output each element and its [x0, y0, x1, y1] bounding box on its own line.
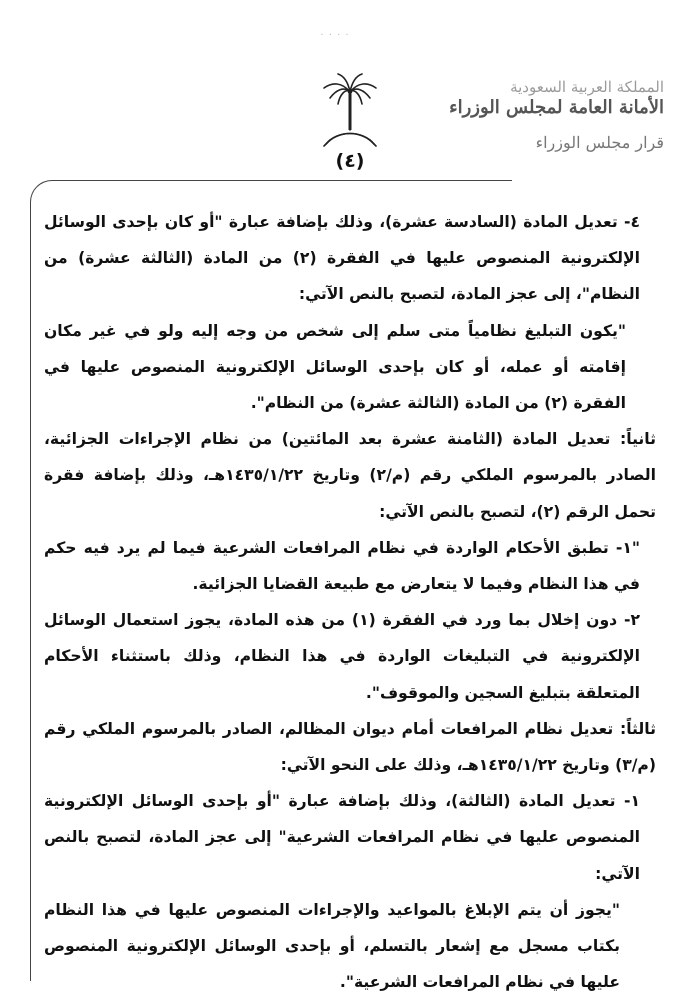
paragraph-clause-1: "١- تطبق الأحكام الواردة في نظام المرافعات الشرعية فيما لم يرد فيه حكم في هذا النظام وفيما لا يتعارض مع طبيعة القضايا الجزائية.: [44, 538, 640, 594]
palm-swords-emblem-icon: [318, 70, 382, 152]
document-body: [44, 204, 656, 1000]
paragraph-quote-3: "يجوز أن يتم الإبلاغ بالمواعيد والإجراءات المنصوص عليها في هذا النظام بكتاب مسجل مع إشعار بالتسلم، أو بإحدى الوسائل الإلكترونية المنصوص عليها في نظام المرافعات الشرعية".: [44, 900, 620, 992]
paragraph-quote-16: "يكون التبليغ نظامياً متى سلم إلى شخص من وجه إليه ولو في غير مكان إقامته أو عمله، أو كان بإحدى الوسائل الإلكترونية المنصوص عليها في الفقرة (٢) من المادة (الثالثة عشرة) من النظام".: [44, 321, 626, 413]
paragraph-clause-2: ٢- دون إخلال بما ورد في الفقرة (١) من هذه المادة، يجوز استعمال الوسائل الإلكترونية في التبليغات الواردة في هذا النظام، وذلك باستثناء الأحكام المتعلقة بتبليغ السجين والموقوف".: [44, 611, 641, 702]
frame-gap: [512, 172, 672, 192]
page-number: (٤): [335, 150, 365, 172]
letterhead-header: [0, 0, 700, 190]
letterhead-text: [444, 78, 664, 153]
secretariat-name: الأمانة العامة لمجلس الوزراء: [449, 96, 664, 118]
scan-smudge: · · · ·: [320, 30, 350, 41]
paragraph-third: ثالثاً: تعديل نظام المرافعات أمام ديوان المظالم، الصادر بالمرسوم الملكي رقم (م/٣) وتاريخ ١٤٣٥/١/٢٢هـ، وذلك على النحو الآتي:: [44, 719, 656, 775]
council-decision-label: قرار مجلس الوزراء: [535, 133, 664, 153]
paragraph-amend-3: ١- تعديل المادة (الثالثة)، وذلك بإضافة عبارة "أو بإحدى الوسائل الإلكترونية المنصوص عليها في نظام المرافعات الشرعية" إلى عجز المادة، لتصبح بالنص الآتي:: [44, 792, 640, 883]
kingdom-name: المملكة العربية السعودية: [510, 78, 664, 96]
paragraph-amend-16: ٤- تعديل المادة (السادسة عشرة)، وذلك بإضافة عبارة "أو كان بإحدى الوسائل الإلكترونية المنصوص عليها في الفقرة (٢) من المادة (الثالثة عشرة) من النظام"، إلى عجز المادة، لتصبح بالنص الآتي:: [44, 213, 640, 304]
paragraph-second: ثانياً: تعديل المادة (الثامنة عشرة بعد المائتين) من نظام الإجراءات الجزائية، الصادر بالمرسوم الملكي رقم (م/٢) وتاريخ ١٤٣٥/١/٢٢هـ، وذلك بإضافة فقرة تحمل الرقم (٢)، لتصبح بالنص الآتي:: [44, 430, 656, 521]
